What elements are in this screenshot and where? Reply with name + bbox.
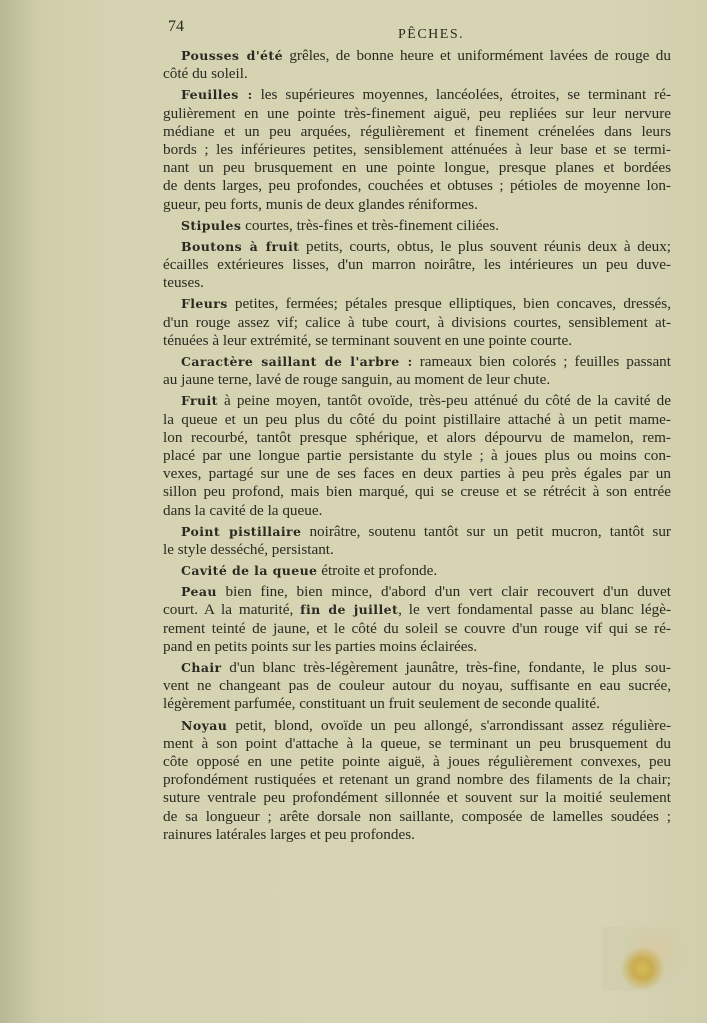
text-segment: petites, fermées; pétales presque elliptiques, bien concaves, dressés,	[227, 295, 671, 313]
text-segment: côte opposé en une petite pointe aiguë, à joues régulièrement convexes, peu	[163, 752, 671, 770]
text-line	[163, 695, 671, 713]
text-line	[163, 826, 671, 844]
text-segment: petits, courts, obtus, le plus souvent réunis deux à deux;	[299, 237, 672, 255]
text-segment: à peine moyen, tantôt ovoïde, très-peu atténué du côté de la cavité de	[217, 392, 671, 410]
text-segment: rement teinté de jaune, et le côté du soleil se couvre d'un rouge vif qui se ré-	[163, 619, 671, 637]
text-segment: bords ; les inférieures petites, sensiblement atténuées à leur base et se termi-	[163, 140, 671, 158]
bold-term: Pousses d'été	[181, 48, 283, 63]
paragraph	[163, 217, 671, 235]
text-segment: pand en petits points sur les parties moins éclairées.	[163, 637, 478, 655]
text-line	[163, 217, 671, 235]
bold-term: Fruit	[181, 393, 218, 409]
text-line	[163, 238, 671, 256]
paragraph	[163, 583, 671, 656]
text-line	[163, 314, 671, 332]
text-line	[163, 123, 671, 141]
bold-term: Noyau	[181, 717, 228, 733]
text-line	[163, 256, 671, 274]
paragraph	[163, 392, 671, 519]
body-text	[163, 47, 671, 847]
text-line	[163, 562, 671, 580]
text-segment: médiane et un peu arquées, régulièrement et finement crénelées dans leurs	[163, 122, 671, 140]
paragraph	[163, 717, 671, 844]
text-line	[163, 86, 671, 104]
text-segment: étroite et profonde.	[317, 562, 438, 580]
bold-term: Fleurs	[181, 296, 228, 312]
text-segment: , le vert fondamental passe au blanc légè-	[398, 601, 672, 619]
text-line	[163, 808, 671, 826]
text-line	[163, 332, 671, 350]
text-line	[163, 541, 671, 559]
text-line	[163, 105, 671, 123]
text-line	[163, 620, 671, 638]
bold-term: Peau	[181, 584, 217, 600]
paragraph	[163, 86, 671, 213]
bold-term: Caractère saillant de l'arbre :	[181, 354, 413, 369]
page-number: 74	[168, 18, 184, 35]
text-segment: de sa longueur ; arête dorsale non saillante, composée de lamelles soudées ;	[163, 807, 671, 825]
text-segment: légèrement parfumée, constituant un fruit seulement de seconde qualité.	[163, 695, 600, 713]
bold-term: Feuilles :	[181, 87, 253, 103]
text-segment: d'un rouge assez vif; calice à tube court, à divisions courtes, sensiblement at-	[163, 313, 671, 331]
text-segment: côté du soleil.	[163, 65, 248, 83]
text-segment: courtes, très-fines et très-finement ciliées.	[241, 216, 499, 234]
text-segment: court. A la maturité,	[163, 601, 301, 619]
text-segment: ment à son point d'attache à la queue, se terminant un peu brusquement du	[163, 734, 671, 752]
text-line	[163, 659, 671, 677]
text-segment: ténuées à leur extrémité, se terminant souvent en une pointe courte.	[163, 331, 573, 349]
text-segment: le style desséché, persistant.	[163, 540, 334, 558]
text-segment: placé par une longue partie persistante du style ; à joues plus ou moins con-	[163, 446, 671, 464]
text-line	[163, 274, 671, 292]
text-segment: teuses.	[163, 274, 204, 292]
paragraph	[163, 238, 671, 293]
text-line	[163, 789, 671, 807]
bold-term: Point pistillaire	[181, 523, 302, 539]
text-line	[163, 295, 671, 313]
text-segment: d'un blanc très-légèrement jaunâtre, très-fine, fondante, le plus sou-	[221, 659, 671, 676]
text-line	[163, 371, 671, 389]
text-line	[163, 65, 671, 83]
text-line	[163, 677, 671, 695]
text-line	[163, 583, 671, 601]
text-segment: gulièrement en une pointe très-finement aiguë, peu repliées sur leur nervure	[163, 104, 671, 122]
text-segment: rainures latérales larges et peu profondes.	[163, 825, 415, 843]
text-segment: écailles extérieures lisses, d'un marron noirâtre, les intérieures un peu duve-	[163, 256, 671, 274]
fruit-thumbnail-image	[602, 927, 692, 991]
text-line	[163, 177, 671, 195]
paragraph	[163, 523, 671, 559]
text-segment: rameaux bien colorés ; feuilles passant	[412, 353, 671, 370]
text-line	[163, 523, 671, 541]
text-segment: de dents larges, peu profondes, couchées et obtuses ; pétioles de moyenne lon-	[163, 177, 671, 195]
text-segment: dans la cavité de la queue.	[163, 501, 323, 519]
bold-term: fin de juillet	[300, 602, 399, 618]
text-line	[163, 771, 671, 789]
paragraph	[163, 353, 671, 389]
paragraph	[163, 47, 671, 83]
paragraph	[163, 562, 671, 580]
text-line	[163, 502, 671, 520]
text-segment: vent ne changeant pas de couleur autour du noyau, suffisante en eau sucrée,	[163, 677, 671, 695]
text-line	[163, 447, 671, 465]
text-segment: la queue et un peu plus du côté du point pistillaire attaché à un petit mame-	[163, 410, 671, 428]
text-segment: vexes, partagé sur une de ses faces en deux parties à peu près égales par un	[163, 465, 671, 483]
text-segment: lon recourbé, tantôt presque sphérique, et alors dépourvu de mamelon, rem-	[163, 428, 671, 446]
bold-term: Chair	[181, 660, 222, 675]
text-segment: nant un peu brusquement en une pointe longue, presque planes et bordées	[163, 159, 671, 177]
text-line	[163, 483, 671, 501]
text-segment: gueur, peu forts, munis de deux glandes réniformes.	[163, 195, 478, 213]
text-segment: grêles, de bonne heure et uniformément lavées de rouge du	[282, 47, 671, 64]
text-line	[163, 429, 671, 447]
text-segment: profondément rustiquées et retenant un grand nombre des filaments de la chair;	[163, 771, 671, 789]
text-line	[163, 411, 671, 429]
paragraph	[163, 295, 671, 350]
text-segment: au jaune terne, lavé de rouge sanguin, au moment de leur chute.	[163, 371, 551, 389]
text-line	[163, 638, 671, 656]
bold-term: Cavité de la queue	[181, 563, 318, 579]
text-line	[163, 392, 671, 410]
text-segment: les supérieures moyennes, lancéolées, étroites, se terminant ré-	[252, 86, 671, 104]
text-segment: suture ventrale peu profondément sillonnée et souvent sur la moitié seulement	[163, 789, 671, 807]
text-line	[163, 141, 671, 159]
text-line	[163, 47, 671, 65]
text-line	[163, 465, 671, 483]
text-line	[163, 159, 671, 177]
text-line	[163, 717, 671, 735]
paragraph	[163, 659, 671, 714]
text-line	[163, 601, 671, 619]
text-line	[163, 353, 671, 371]
running-title: PÊCHES.	[398, 27, 465, 42]
text-segment: petit, blond, ovoïde un peu allongé, s'arrondissant assez régulière-	[227, 716, 671, 734]
text-segment: bien fine, bien mince, d'abord d'un vert clair recouvert d'un duvet	[216, 583, 671, 601]
text-line	[163, 753, 671, 771]
text-segment: sillon peu profond, mais bien marqué, qui se creuse et se rétrécit à son entrée	[163, 483, 671, 501]
text-line	[163, 196, 671, 214]
text-line	[163, 735, 671, 753]
bold-term: Boutons à fruit	[181, 238, 300, 254]
bold-term: Stipules	[181, 217, 242, 233]
text-segment: noirâtre, soutenu tantôt sur un petit mucron, tantôt sur	[301, 522, 671, 540]
